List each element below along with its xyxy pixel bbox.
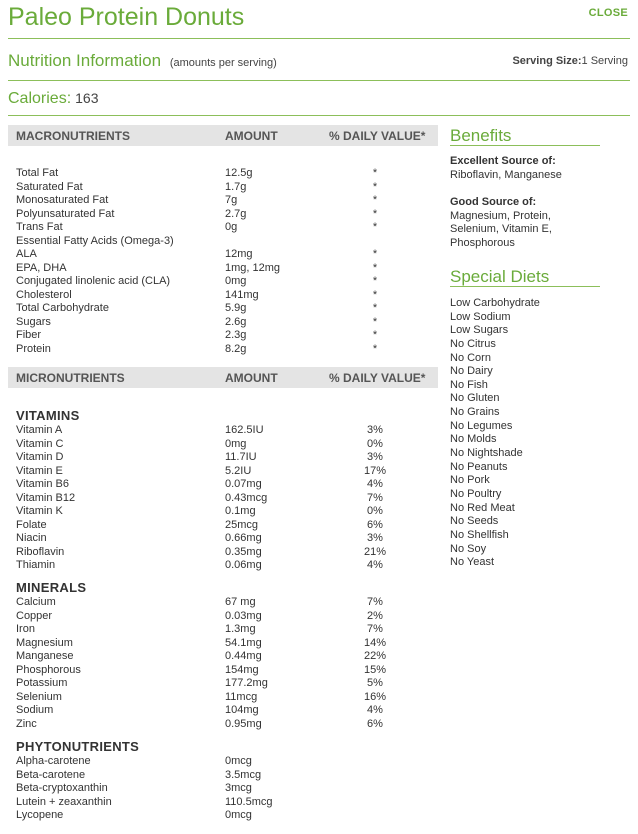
nutrient-daily-value: * bbox=[372, 315, 378, 328]
nutrient-amount: 0.07mg bbox=[225, 478, 262, 490]
nutrient-amount: 0.35mg bbox=[225, 545, 262, 558]
table-row bbox=[16, 194, 416, 208]
nutrient-name: Essential Fatty Acids (Omega-3) bbox=[16, 234, 174, 247]
minerals-table bbox=[16, 596, 416, 731]
table-row bbox=[16, 691, 416, 705]
nutrient-name: Beta-carotene bbox=[16, 768, 86, 781]
nutrient-daily-value: 21% bbox=[363, 545, 387, 558]
nutrient-amount: 54.1mg bbox=[225, 636, 262, 649]
nutrient-daily-value: 0% bbox=[367, 437, 383, 450]
nutrient-name: Vitamin A bbox=[16, 424, 63, 436]
table-row bbox=[16, 650, 416, 664]
nutrient-daily-value: 4% bbox=[367, 704, 383, 716]
nutrient-amount: 1.3mg bbox=[225, 623, 256, 635]
special-diets-list bbox=[450, 297, 540, 570]
table-row bbox=[16, 677, 416, 691]
nutrient-name: Beta-cryptoxanthin bbox=[16, 782, 108, 794]
micro-col-name: MICRONUTRIENTS bbox=[16, 371, 125, 385]
diet-item: No Legumes bbox=[450, 419, 513, 432]
macro-col-amount: AMOUNT bbox=[225, 129, 278, 143]
nutrient-amount: 3mcg bbox=[225, 782, 252, 794]
table-row bbox=[16, 478, 416, 492]
table-row bbox=[16, 262, 416, 276]
nutrient-daily-value: 16% bbox=[363, 690, 387, 703]
diets-divider bbox=[450, 286, 600, 287]
nutrient-name: Zinc bbox=[16, 717, 37, 730]
nutrient-name: Calcium bbox=[16, 596, 56, 608]
nutrient-amount: 0.95mg bbox=[225, 717, 262, 730]
nutrient-name: Alpha-carotene bbox=[16, 755, 91, 767]
nutrient-name: Conjugated linolenic acid (CLA) bbox=[16, 275, 171, 287]
nutrient-amount: 12.5g bbox=[225, 167, 253, 179]
calories bbox=[8, 90, 99, 108]
diet-item: Low Sugars bbox=[450, 324, 509, 337]
nutrient-daily-value: 6% bbox=[367, 717, 383, 730]
table-row bbox=[16, 248, 416, 262]
table-row bbox=[16, 208, 416, 222]
nutrient-name: Thiamin bbox=[16, 559, 56, 571]
nutrient-name: Sugars bbox=[16, 315, 51, 328]
nutrient-amount: 0mcg bbox=[225, 809, 252, 821]
nutrient-name: Vitamin C bbox=[16, 437, 64, 450]
nutrient-daily-value: * bbox=[372, 275, 378, 287]
nutrient-daily-value: * bbox=[372, 342, 378, 355]
good-label: Good Source of: bbox=[450, 196, 537, 208]
diet-item: No Grains bbox=[450, 406, 500, 419]
nutrient-amount: 0mcg bbox=[225, 755, 252, 767]
nutrient-daily-value: 3% bbox=[367, 451, 383, 463]
divider bbox=[8, 38, 630, 39]
phytonutrients-heading: PHYTONUTRIENTS bbox=[16, 739, 140, 754]
diet-item: Low Sodium bbox=[450, 310, 511, 323]
table-row bbox=[16, 275, 416, 289]
nutrient-amount: 2.7g bbox=[225, 207, 247, 220]
nutrition-title: Nutrition Information bbox=[8, 51, 162, 70]
nutrient-name: Iron bbox=[16, 623, 35, 635]
diet-item: No Nightshade bbox=[450, 447, 523, 460]
nutrient-daily-value: 4% bbox=[367, 559, 383, 571]
nutrient-name: EPA, DHA bbox=[16, 261, 67, 274]
benefits-divider bbox=[450, 145, 600, 146]
nutrient-daily-value: * bbox=[372, 221, 378, 233]
nutrient-daily-value: 7% bbox=[367, 491, 383, 504]
nutrient-amount: 8.2g bbox=[225, 342, 247, 355]
table-row bbox=[16, 718, 416, 732]
table-row bbox=[16, 289, 416, 303]
table-row bbox=[16, 492, 416, 506]
diet-item: No Soy bbox=[450, 542, 487, 555]
table-row bbox=[16, 704, 416, 718]
nutrition-subtitle: (amounts per serving) bbox=[169, 57, 277, 69]
diet-item: No Citrus bbox=[450, 337, 496, 350]
diet-item: No Red Meat bbox=[450, 501, 515, 514]
table-row bbox=[16, 809, 416, 823]
diet-item: No Dairy bbox=[450, 365, 493, 378]
nutrient-amount: 1mg, 12mg bbox=[225, 261, 281, 274]
nutrient-amount: 11.7IU bbox=[225, 451, 257, 463]
nutrient-amount: 0g bbox=[225, 221, 238, 233]
nutrient-amount: 67 mg bbox=[225, 596, 256, 608]
nutrient-amount: 162.5IU bbox=[225, 424, 264, 436]
nutrient-amount: 0.43mcg bbox=[225, 491, 268, 504]
minerals-heading: MINERALS bbox=[16, 580, 87, 595]
nutrient-name: Saturated Fat bbox=[16, 180, 83, 193]
nutrient-daily-value: * bbox=[372, 288, 378, 301]
serving-size bbox=[512, 55, 628, 67]
nutrient-daily-value: 3% bbox=[367, 424, 383, 436]
vitamins-heading: VITAMINS bbox=[16, 408, 80, 423]
nutrient-name: Magnesium bbox=[16, 636, 73, 649]
table-row bbox=[16, 438, 416, 452]
nutrient-daily-value: * bbox=[372, 167, 378, 179]
table-row bbox=[16, 596, 416, 610]
table-row bbox=[16, 782, 416, 796]
nutrient-amount: 7g bbox=[225, 194, 238, 206]
nutrient-daily-value: * bbox=[372, 194, 378, 206]
table-row bbox=[16, 465, 416, 479]
table-row bbox=[16, 796, 416, 810]
nutrient-amount: 0.1mg bbox=[225, 505, 256, 517]
table-row bbox=[16, 235, 416, 249]
diet-item: No Poultry bbox=[450, 487, 502, 500]
nutrient-name: Total Carbohydrate bbox=[16, 302, 109, 314]
table-row bbox=[16, 664, 416, 678]
nutrient-amount: 0mg bbox=[225, 275, 247, 287]
nutrient-amount: 2.6g bbox=[225, 315, 247, 328]
nutrient-name: Selenium bbox=[16, 690, 62, 703]
diet-item: No Gluten bbox=[450, 392, 500, 405]
excellent-source bbox=[450, 155, 600, 182]
table-row bbox=[16, 505, 416, 519]
nutrient-name: Phosphorous bbox=[16, 663, 81, 676]
nutrient-name: Vitamin D bbox=[16, 451, 64, 463]
calories-label: Calories: bbox=[8, 90, 72, 107]
nutrient-name: Manganese bbox=[16, 650, 74, 662]
nutrient-name: Niacin bbox=[16, 532, 47, 544]
diet-item: No Pork bbox=[450, 474, 490, 487]
nutrient-daily-value: * bbox=[372, 261, 378, 274]
nutrient-name: Cholesterol bbox=[16, 288, 72, 301]
nutrient-daily-value: 3% bbox=[367, 532, 383, 544]
micro-table-header bbox=[8, 367, 438, 388]
table-row bbox=[16, 167, 416, 181]
nutrient-amount: 0.44mg bbox=[225, 650, 262, 662]
table-row bbox=[16, 769, 416, 783]
nutrient-daily-value: 4% bbox=[367, 478, 383, 490]
nutrient-amount: 25mcg bbox=[225, 518, 259, 531]
nutrient-amount: 154mg bbox=[225, 663, 259, 676]
table-row bbox=[16, 221, 416, 235]
divider bbox=[8, 80, 630, 81]
diet-item: No Yeast bbox=[450, 556, 495, 569]
nutrient-name: Lutein + zeaxanthin bbox=[16, 795, 112, 808]
macro-col-daily: % DAILY VALUE* bbox=[329, 129, 426, 143]
phytonutrients-table bbox=[16, 755, 416, 823]
table-row bbox=[16, 316, 416, 330]
table-row bbox=[16, 637, 416, 651]
nutrient-name: Vitamin B12 bbox=[16, 491, 76, 504]
nutrient-name: Folate bbox=[16, 518, 47, 531]
nutrient-amount: 5.2IU bbox=[225, 464, 252, 477]
table-row bbox=[16, 623, 416, 637]
nutrient-amount: 0.06mg bbox=[225, 559, 262, 571]
nutrient-daily-value: * bbox=[372, 207, 378, 220]
micro-col-amount: AMOUNT bbox=[225, 371, 278, 385]
table-row bbox=[16, 559, 416, 573]
diet-item: No Corn bbox=[450, 351, 491, 364]
diet-item: No Fish bbox=[450, 378, 488, 391]
nutrient-name: Trans Fat bbox=[16, 221, 63, 233]
nutrient-amount: 0.03mg bbox=[225, 609, 262, 622]
table-row bbox=[16, 532, 416, 546]
page-title: Paleo Protein Donuts bbox=[8, 3, 245, 31]
serving-label: Serving Size: bbox=[512, 55, 582, 67]
nutrient-daily-value: * bbox=[372, 329, 378, 341]
excellent-value: Riboflavin, Manganese bbox=[450, 168, 562, 181]
nutrient-amount: 11mcg bbox=[225, 690, 258, 703]
calories-value: 163 bbox=[75, 90, 99, 106]
nutrient-amount: 0.66mg bbox=[225, 532, 262, 544]
divider bbox=[8, 115, 630, 116]
macro-col-name: MACRONUTRIENTS bbox=[16, 129, 130, 143]
nutrient-amount: 2.3g bbox=[225, 329, 247, 341]
nutrient-amount: 110.5mcg bbox=[225, 795, 273, 808]
table-row bbox=[16, 755, 416, 769]
nutrient-daily-value: 15% bbox=[363, 663, 387, 676]
nutrient-daily-value: * bbox=[372, 180, 378, 193]
excellent-label: Excellent Source of: bbox=[450, 155, 556, 167]
nutrient-name: Lycopene bbox=[16, 809, 64, 821]
micro-col-daily: % DAILY VALUE* bbox=[329, 371, 426, 385]
nutrient-amount: 177.2mg bbox=[225, 677, 268, 689]
nutrient-name: ALA bbox=[16, 248, 37, 260]
good-source bbox=[450, 196, 600, 250]
diet-item: No Molds bbox=[450, 433, 497, 446]
table-row bbox=[16, 329, 416, 343]
table-row bbox=[16, 181, 416, 195]
nutrient-name: Sodium bbox=[16, 704, 54, 716]
table-row bbox=[16, 610, 416, 624]
nutrient-amount: 5.9g bbox=[225, 302, 247, 314]
macro-table bbox=[16, 167, 416, 356]
nutrition-heading bbox=[8, 51, 277, 71]
benefits-heading: Benefits bbox=[450, 126, 512, 145]
nutrient-amount: 12mg bbox=[225, 248, 253, 260]
nutrient-name: Riboflavin bbox=[16, 545, 65, 558]
nutrient-daily-value: * bbox=[372, 302, 378, 314]
diet-item: No Seeds bbox=[450, 515, 499, 528]
table-row bbox=[16, 546, 416, 560]
nutrient-name: Copper bbox=[16, 609, 53, 622]
table-row bbox=[16, 302, 416, 316]
nutrient-name: Polyunsaturated Fat bbox=[16, 207, 115, 220]
close-button[interactable]: CLOSE bbox=[588, 7, 628, 19]
nutrient-daily-value: 14% bbox=[363, 636, 387, 649]
nutrient-name: Vitamin B6 bbox=[16, 478, 69, 490]
nutrient-amount: 0mg bbox=[225, 437, 247, 450]
diet-item: Low Carbohydrate bbox=[450, 297, 540, 309]
table-row bbox=[16, 424, 416, 438]
nutrient-name: Monosaturated Fat bbox=[16, 194, 109, 206]
nutrient-daily-value: 0% bbox=[367, 505, 383, 517]
macro-table-header bbox=[8, 125, 438, 146]
nutrient-daily-value: 2% bbox=[367, 609, 383, 622]
diet-item: No Shellfish bbox=[450, 528, 509, 541]
nutrient-daily-value: * bbox=[372, 248, 378, 260]
nutrient-amount: 104mg bbox=[225, 704, 259, 716]
nutrient-name: Vitamin K bbox=[16, 505, 63, 517]
nutrient-amount: 3.5mcg bbox=[225, 768, 262, 781]
nutrient-daily-value: 7% bbox=[367, 596, 383, 608]
good-value: Magnesium, Protein, Selenium, Vitamin E, Phosphorous bbox=[450, 209, 552, 249]
nutrient-daily-value: 22% bbox=[363, 650, 387, 662]
nutrient-daily-value: 6% bbox=[367, 518, 383, 531]
serving-value: 1 Serving bbox=[581, 55, 628, 67]
nutrient-name: Protein bbox=[16, 342, 51, 355]
table-row bbox=[16, 519, 416, 533]
diet-item: No Peanuts bbox=[450, 460, 508, 473]
nutrient-daily-value: 5% bbox=[367, 677, 383, 689]
nutrient-amount: 141mg bbox=[225, 288, 259, 301]
table-row bbox=[16, 451, 416, 465]
special-diets-heading: Special Diets bbox=[450, 267, 550, 286]
vitamins-table bbox=[16, 424, 416, 573]
nutrient-name: Vitamin E bbox=[16, 464, 63, 477]
nutrient-name: Fiber bbox=[16, 329, 42, 341]
nutrient-daily-value: 7% bbox=[367, 623, 383, 635]
nutrient-name: Total Fat bbox=[16, 167, 59, 179]
nutrient-amount: 1.7g bbox=[225, 180, 247, 193]
nutrient-daily-value: 17% bbox=[363, 464, 387, 477]
nutrient-name: Potassium bbox=[16, 677, 68, 689]
table-row bbox=[16, 343, 416, 357]
